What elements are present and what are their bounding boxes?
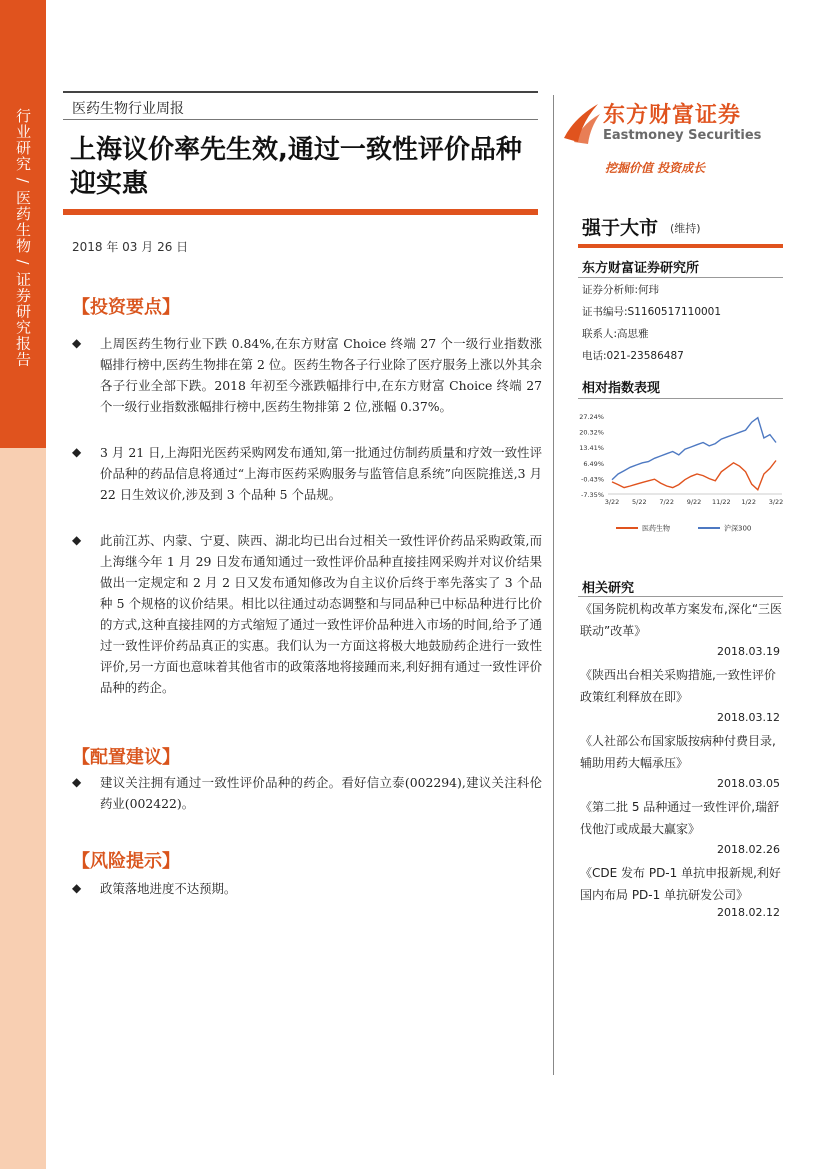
rating-rule bbox=[578, 244, 783, 248]
x-tick-label: 7/22 bbox=[659, 498, 674, 506]
relative-index-chart bbox=[574, 408, 786, 540]
analyst-name: 证券分析师:何玮 bbox=[582, 284, 660, 296]
section-head-allocation: 【配置建议】 bbox=[72, 747, 180, 768]
chart-section-head: 相对指数表现 bbox=[582, 381, 661, 396]
analyst-cert: 证书编号:S1160517110001 bbox=[582, 306, 722, 318]
bullet-text: 此前江苏、内蒙、宁夏、陕西、湖北均已出台过相关一致性评价药品采购政策,而上海继今年 1 月 29 日发布通知通过一致性评价品种直接挂网采购并对议价结果做出一定规定和 2 月 2 日又发布通知修改为自主议价后终于率先落实了 3 个品种 5 个规格的议价结果。相比以往通过动态调整和与同品种已中标品种进行比价的方式,这种直接挂网的方式缩短了通过一致性评价品种进入市场的时间,给予了通过一致性评价药品真正的实惠。我们认为一方面这将极大地鼓励药企进行一致性评价,另一方面也意味着其他省市的政策落地将接踵而来,利好拥有通过一致性评价品种的药企。 bbox=[100, 533, 542, 695]
report-date: 2018 年 03 月 26 日 bbox=[72, 240, 189, 254]
chart-section-rule bbox=[578, 398, 783, 399]
bullet-text: 3 月 21 日,上海阳光医药采购网发布通知,第一批通过仿制药质量和疗效一致性评价品种的药品信息将通过“上海市医药采购服务与监管信息系统”向医院推送,3 月 22 日生效议价,涉及到 3 个品种 5 个品规。 bbox=[100, 445, 542, 502]
y-tick-label: 6.49% bbox=[583, 459, 604, 468]
brand-name-en: Eastmoney Securities bbox=[603, 128, 762, 143]
related-item-date: 2018.03.05 bbox=[717, 777, 780, 790]
related-item-title[interactable]: 《陕西出台相关采购措施,一致性评价政策红利释放在即》 bbox=[580, 668, 776, 704]
sidebar-lower-band bbox=[0, 448, 46, 1169]
rating-label: 强于大市 bbox=[582, 217, 659, 239]
report-type: 医药生物行业周报 bbox=[72, 101, 184, 117]
page-title: 上海议价率先生效,通过一致性评价品种迎实惠 bbox=[70, 135, 522, 199]
contact-name: 联系人:高思雅 bbox=[582, 328, 649, 340]
y-tick-label: 13.41% bbox=[579, 444, 604, 453]
bullet-invest-1 bbox=[72, 333, 542, 417]
header-top-rule bbox=[63, 91, 538, 93]
x-tick-label: 3/22 bbox=[604, 498, 620, 506]
bullet-invest-3 bbox=[72, 530, 542, 698]
legend-label: 医药生物 bbox=[642, 524, 670, 533]
title-rule bbox=[63, 209, 538, 215]
column-divider bbox=[553, 95, 554, 1075]
related-item-date: 2018.03.12 bbox=[717, 711, 780, 724]
institute-rule bbox=[578, 277, 783, 278]
y-tick-label: -7.35% bbox=[581, 491, 604, 499]
diamond-bullet-icon: ◆ bbox=[72, 336, 82, 350]
contact-phone: 电话:021-23586487 bbox=[582, 350, 684, 362]
brand-slogan: 挖掘价值 投资成长 bbox=[605, 161, 706, 175]
related-item-date: 2018.02.12 bbox=[717, 906, 780, 919]
x-tick-label: 5/22 bbox=[632, 498, 647, 506]
diamond-bullet-icon: ◆ bbox=[72, 445, 82, 459]
related-item-title[interactable]: 《国务院机构改革方案发布,深化“三医联动”改革》 bbox=[580, 602, 783, 638]
rating-sub: (维持) bbox=[670, 222, 701, 235]
bullet-allocation-1 bbox=[72, 772, 542, 814]
related-item-date: 2018.03.19 bbox=[717, 645, 780, 658]
diamond-bullet-icon: ◆ bbox=[72, 881, 82, 895]
diamond-bullet-icon: ◆ bbox=[72, 533, 82, 547]
x-tick-label: 1/22 bbox=[741, 498, 756, 506]
related-item-date: 2018.02.26 bbox=[717, 843, 780, 856]
bullet-text: 政策落地进度不达预期。 bbox=[100, 881, 237, 896]
diamond-bullet-icon: ◆ bbox=[72, 775, 82, 789]
section-head-invest: 【投资要点】 bbox=[72, 297, 180, 318]
x-tick-label: 3/22 bbox=[768, 498, 784, 506]
related-rule bbox=[578, 596, 783, 597]
legend-label: 沪深300 bbox=[724, 524, 752, 533]
sidebar-label: 行业研究 / 医药生物 / 证券研究报告 bbox=[14, 108, 32, 368]
related-item-title[interactable]: 《人社部公布国家版按病种付费目录,辅助用药大幅承压》 bbox=[580, 734, 776, 770]
section-head-risk: 【风险提示】 bbox=[72, 851, 180, 872]
x-tick-label: 9/22 bbox=[686, 498, 702, 506]
brand-name-cn: 东方财富证券 bbox=[603, 103, 742, 128]
series-line-2 bbox=[612, 418, 776, 480]
x-tick-label: 11/22 bbox=[711, 498, 731, 506]
related-item-title[interactable]: 《CDE 发布 PD-1 单抗申报新规,利好国内布局 PD-1 单抗研发公司》 bbox=[580, 866, 781, 902]
related-head: 相关研究 bbox=[582, 581, 635, 596]
y-tick-label: 27.24% bbox=[579, 413, 604, 421]
y-tick-label: -0.43% bbox=[581, 475, 604, 484]
report-type-rule bbox=[63, 119, 538, 120]
bullet-text: 建议关注拥有通过一致性评价品种的药企。看好信立泰(002294),建议关注科伦药业(002422)。 bbox=[100, 775, 542, 811]
bullet-invest-2 bbox=[72, 442, 542, 505]
y-tick-label: 20.32% bbox=[579, 428, 604, 437]
sidebar-band bbox=[0, 0, 46, 448]
related-item-title[interactable]: 《第二批 5 品种通过一致性评价,瑞舒伐他汀或成最大赢家》 bbox=[580, 800, 780, 836]
bullet-risk-1 bbox=[72, 878, 542, 899]
bullet-text: 上周医药生物行业下跌 0.84%,在东方财富 Choice 终端 27 个一级行业指数涨幅排行榜中,医药生物排在第 2 位。医药生物各子行业除了医疗服务上涨以外其余各子行业全部下跌。2018 年初至今涨跌幅排行中,在东方财富 Choice 终端 27 个一级行业指数涨幅排行榜中,医药生物排第 2 位,涨幅 0.37%。 bbox=[100, 336, 542, 414]
institute-name: 东方财富证券研究所 bbox=[582, 261, 700, 276]
